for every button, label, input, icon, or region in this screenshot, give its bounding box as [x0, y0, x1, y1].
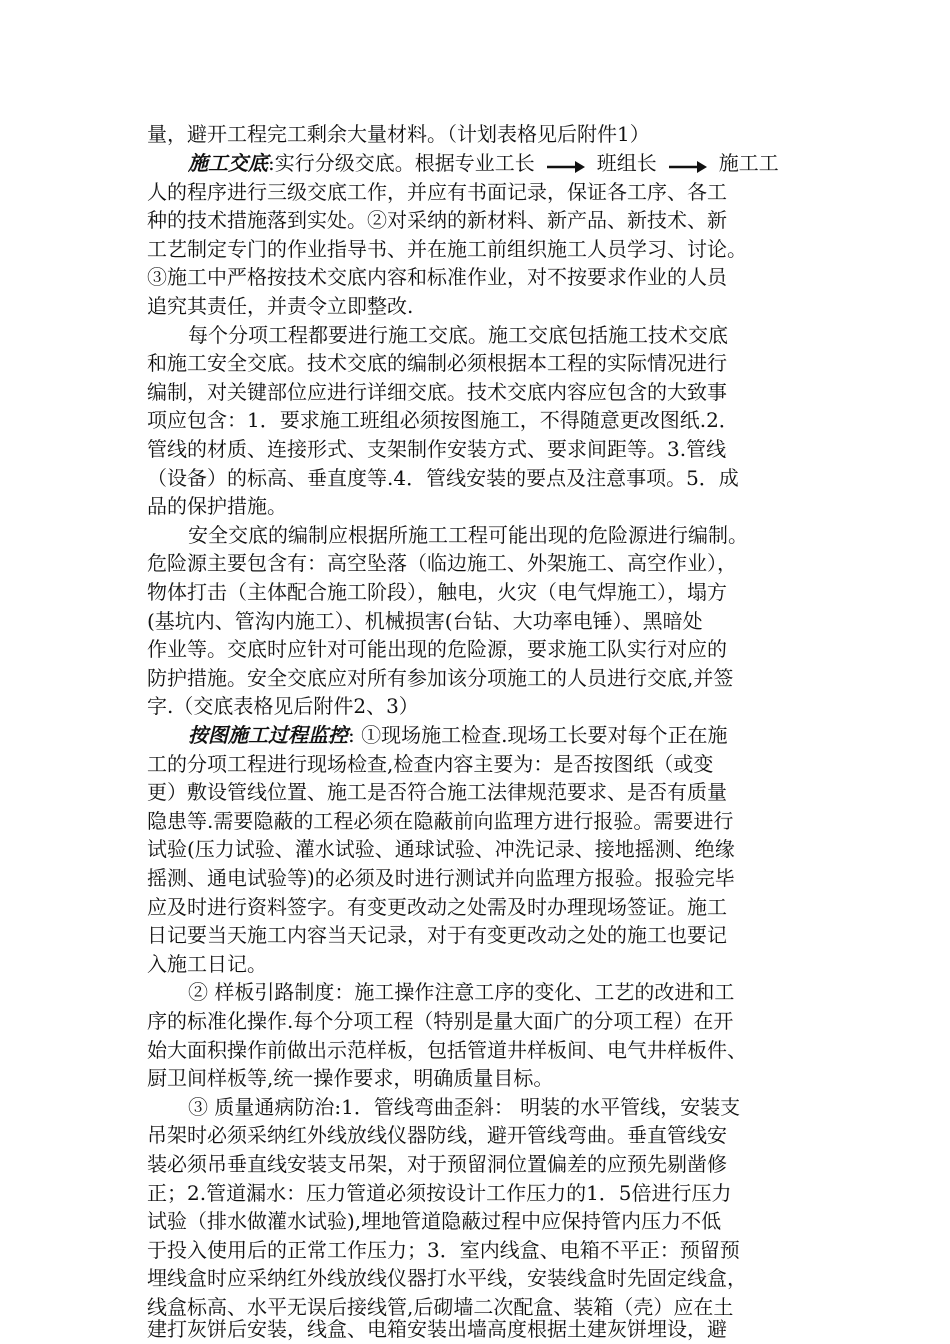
- text-run: : ①现场施工检查.现场工长要对每个正在施: [348, 723, 728, 747]
- right-arrow-icon: [667, 154, 709, 176]
- text-line: 工的分项工程进行现场检查,检查内容主要为：是否按图纸（或变: [147, 752, 714, 776]
- text-line: 试验(压力试验、灌水试验、通球试验、冲洗记录、接地摇测、绝缘: [147, 837, 735, 861]
- section-heading: 施工交底: [188, 151, 268, 175]
- text-run: 班组长: [596, 151, 657, 175]
- text-line: 物体打击（主体配合施工阶段），触电，火灾（电气焊施工），塌方: [147, 580, 727, 604]
- text-line: 隐患等.需要隐蔽的工程必须在隐蔽前向监理方进行报验。需要进行: [147, 809, 734, 833]
- text-line: (基坑内、管沟内施工）、机械损害(台钻、大功率电锤）、黑暗处: [147, 609, 703, 633]
- text-line: 种的技术措施落到实处。②对采纳的新材料、新产品、新技术、新: [147, 208, 727, 232]
- text-line: [188, 720, 837, 750]
- text-line: 防护措施。安全交底应对所有参加该分项施工的人员进行交底,并签: [147, 666, 734, 690]
- text-line: 始大面积操作前做出示范样板，包括管道井样板间、电气井样板件、: [147, 1038, 747, 1062]
- text-line: 和施工安全交底。技术交底的编制必须根据本工程的实际情况进行: [147, 351, 727, 375]
- text-line: 安全交底的编制应根据所施工工程可能出现的危险源进行编制。: [188, 523, 748, 547]
- text-line: ② 样板引路制度：施工操作注意工序的变化、工艺的改进和工: [188, 980, 735, 1004]
- text-line: 建打灰饼后安装，线盒、电箱安装出墙高度根据土建灰饼埋设，避: [147, 1317, 727, 1341]
- text-line: 每个分项工程都要进行施工交底。施工交底包括施工技术交底: [188, 323, 728, 347]
- text-line: ③ 质量通病防治:1．管线弯曲歪斜： 明装的水平管线，安装支: [188, 1095, 741, 1119]
- text-line: 线盒标高、水平无误后接线管,后砌墙二次配盒、装箱（壳）应在土: [147, 1295, 734, 1319]
- text-line: 工艺制定专门的作业指导书、并在施工前组织施工人员学习、讨论。: [147, 237, 747, 261]
- text-line: 更）敷设管线位置、施工是否符合施工法律规范要求、是否有质量: [147, 780, 727, 804]
- text-line: 正；2.管道漏水：压力管道必须按设计工作压力的1．5倍进行压力: [147, 1181, 732, 1205]
- text-line: 摇测、通电试验等)的必须及时进行测试并向监理方报验。报验完毕: [147, 866, 735, 890]
- text-line: 品的保护措施。: [147, 494, 287, 518]
- text-line: 量，避开工程完工剩余大量材料。（计划表格见后附件1）: [147, 122, 650, 146]
- text-line: 编制，对关键部位应进行详细交底。技术交底内容应包含的大致事: [147, 380, 727, 404]
- text-line: 字.（交底表格见后附件2、3）: [147, 694, 419, 718]
- text-line: 厨卫间样板等,统一操作要求，明确质量目标。: [147, 1066, 554, 1090]
- section-heading: 按图施工过程监控: [188, 723, 348, 747]
- text-line: 埋线盒时应采纳红外线放线仪器打水平线，安装线盒时先固定线盒，: [147, 1266, 747, 1290]
- text-run: 施工工: [718, 151, 779, 175]
- text-line: 试验（排水做灌水试验),埋地管道隐蔽过程中应保持管内压力不低: [147, 1209, 722, 1233]
- text-line: ③施工中严格按技术交底内容和标准作业，对不按要求作业的人员: [147, 265, 727, 289]
- text-line: 于投入使用后的正常工作压力；3．室内线盒、电箱不平正：预留预: [147, 1238, 740, 1262]
- text-line: 装必须吊垂直线安装支吊架，对于预留洞位置偏差的应预先剔凿修: [147, 1152, 727, 1176]
- text-line: 应及时进行资料签字。有变更改动之处需及时办理现场签证。施工: [147, 895, 727, 919]
- text-line: 管线的材质、连接形式、支架制作安装方式、要求间距等。3.管线: [147, 437, 727, 461]
- text-line: （设备）的标高、垂直度等.4．管线安装的要点及注意事项。5．成: [147, 466, 739, 490]
- text-line: 吊架时必须采纳红外线放线仪器防线，避开管线弯曲。垂直管线安: [147, 1123, 727, 1147]
- text-line: [188, 148, 837, 178]
- text-line: 序的标准化操作.每个分项工程（特别是量大面广的分项工程）在开: [147, 1009, 734, 1033]
- text-line: 追究其责任，并责令立即整改.: [147, 294, 414, 318]
- text-line: 危险源主要包含有：高空坠落（临边施工、外架施工、高空作业），: [147, 551, 737, 575]
- text-line: 作业等。交底时应针对可能出现的危险源，要求施工队实行对应的: [147, 637, 727, 661]
- text-line: 项应包含：1．要求施工班组必须按图施工，不得随意更改图纸.2．: [147, 408, 739, 432]
- text-line: 入施工日记。: [147, 952, 267, 976]
- right-arrow-icon: [545, 154, 587, 176]
- text-line: 日记要当天施工内容当天记录，对于有变更改动之处的施工也要记: [147, 923, 727, 947]
- text-run: :实行分级交底。根据专业工长: [268, 151, 535, 175]
- text-line: 人的程序进行三级交底工作，并应有书面记录，保证各工序、各工: [147, 180, 727, 204]
